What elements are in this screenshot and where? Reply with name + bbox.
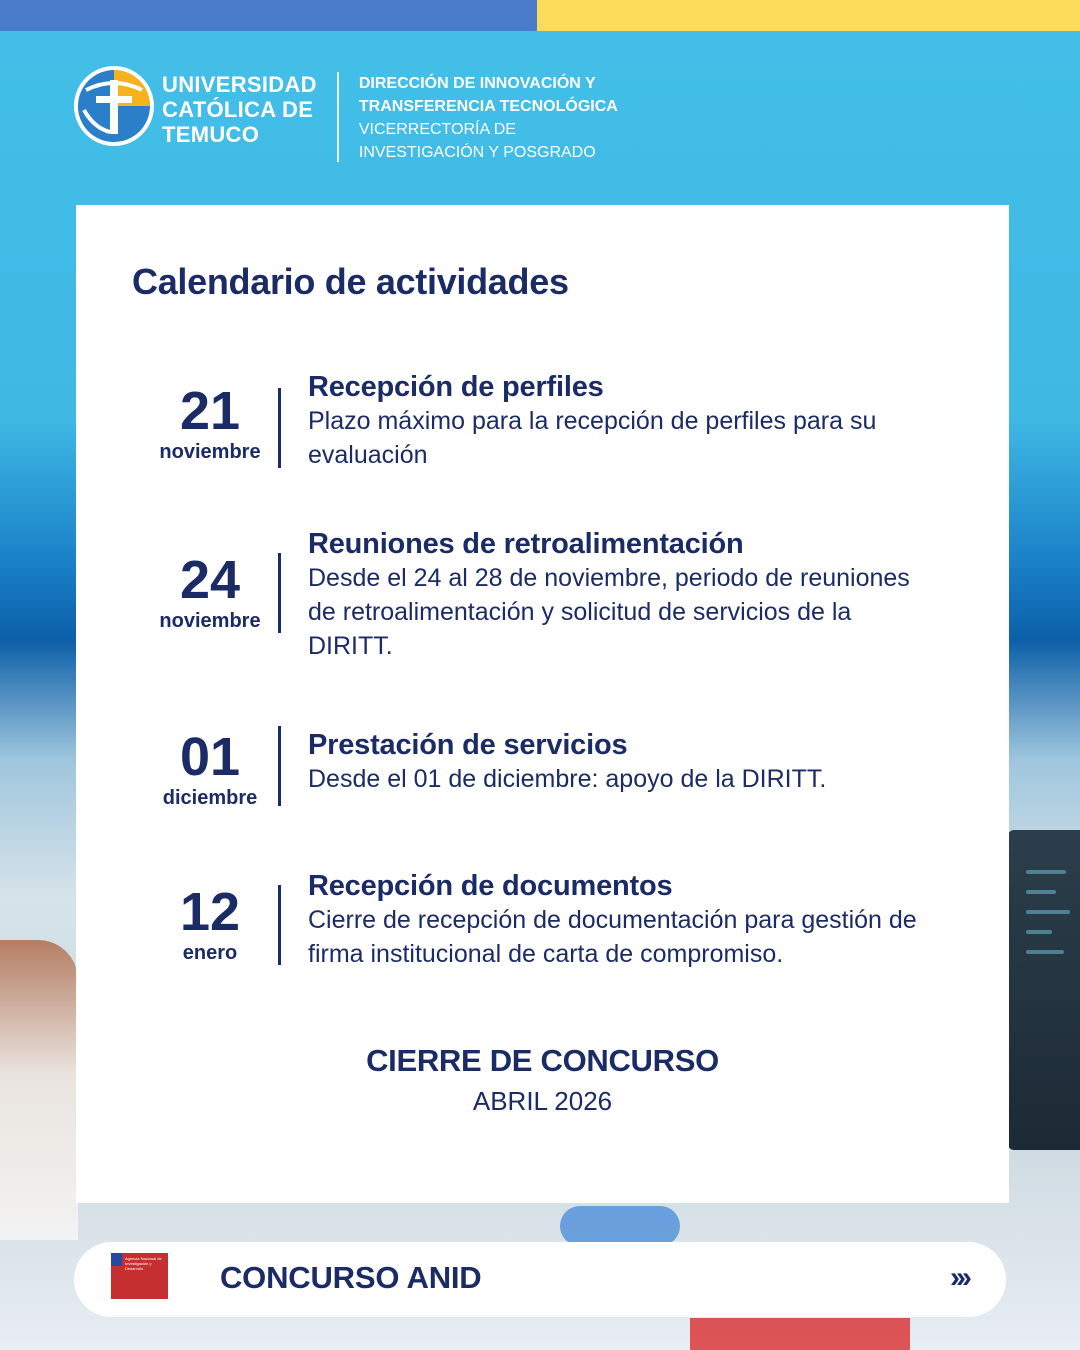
contest-label: CONCURSO ANID (220, 1260, 482, 1295)
event-date (146, 883, 274, 965)
event-text (308, 370, 968, 472)
university-name (162, 72, 317, 147)
background-glove (560, 1206, 680, 1246)
event-month: diciembre (162, 787, 258, 809)
event-divider (278, 388, 281, 468)
university-name-line-3: TEMUCO (162, 122, 260, 147)
closing-title: CIERRE DE CONCURSO (366, 1043, 719, 1078)
university-name-line-2: CATÓLICA DE (162, 97, 314, 122)
event-title: Recepción de documentos (308, 870, 673, 902)
event-description: Desde el 01 de diciembre: apoyo de la DIRITT. (308, 765, 827, 793)
department-line-3: VICERRECTORÍA DE (358, 121, 516, 138)
event-divider (278, 885, 281, 965)
background-monitor (1008, 830, 1080, 1150)
event-divider (278, 553, 281, 633)
event-title: Recepción de perfiles (308, 371, 604, 403)
top-color-bar (0, 0, 1080, 31)
calendar-title: Calendario de actividades (132, 261, 569, 302)
event-text (308, 527, 968, 663)
anid-logo-icon (111, 1253, 168, 1305)
department-line-1: DIRECCIÓN DE INNOVACIÓN Y (358, 75, 596, 92)
background-person (0, 940, 78, 1240)
closing-date: ABRIL 2026 (472, 1086, 613, 1116)
event-text (308, 728, 968, 796)
uct-logo-icon (74, 66, 154, 146)
top-bar-yellow (537, 0, 1080, 31)
event-description: Plazo máximo para la recepción de perfiles para su evaluación (308, 407, 877, 469)
event-date (146, 728, 274, 810)
event-day: 01 (179, 727, 241, 787)
event-month: enero (182, 942, 238, 964)
calendar-card (76, 205, 1009, 1203)
background-red-object (690, 1318, 910, 1350)
event-date (146, 551, 274, 633)
event-description: Desde el 24 al 28 de noviembre, periodo de reuniones de retroalimentación y solicitud de servicios de la DIRITT. (308, 564, 910, 660)
contest-closing (76, 1043, 1009, 1117)
event-divider (278, 726, 281, 806)
event-title: Reuniones de retroalimentación (308, 528, 744, 560)
university-name-line-1: UNIVERSIDAD (162, 72, 317, 97)
event-day: 21 (179, 381, 241, 441)
event-description: Cierre de recepción de documentación para gestión de firma institucional de carta de compromiso. (308, 906, 917, 968)
department-name (359, 72, 618, 164)
event-day: 12 (179, 882, 241, 942)
header-divider (337, 72, 339, 162)
department-line-2: TRANSFERENCIA TECNOLÓGICA (358, 98, 618, 115)
event-month: noviembre (159, 610, 261, 632)
header (74, 66, 618, 166)
contest-banner[interactable] (74, 1242, 1006, 1317)
event-date (146, 382, 274, 464)
event-day: 24 (179, 550, 241, 610)
event-month: noviembre (159, 441, 261, 463)
anid-logo-text: Agencia Nacional de Investigación y Desarrollo (125, 1256, 162, 1271)
top-bar-blue (0, 0, 537, 31)
event-text (308, 869, 968, 971)
event-title: Prestación de servicios (308, 729, 628, 761)
department-line-4: INVESTIGACIÓN Y POSGRADO (358, 144, 596, 161)
triple-chevron-right-icon[interactable]: ››› (950, 1261, 968, 1294)
